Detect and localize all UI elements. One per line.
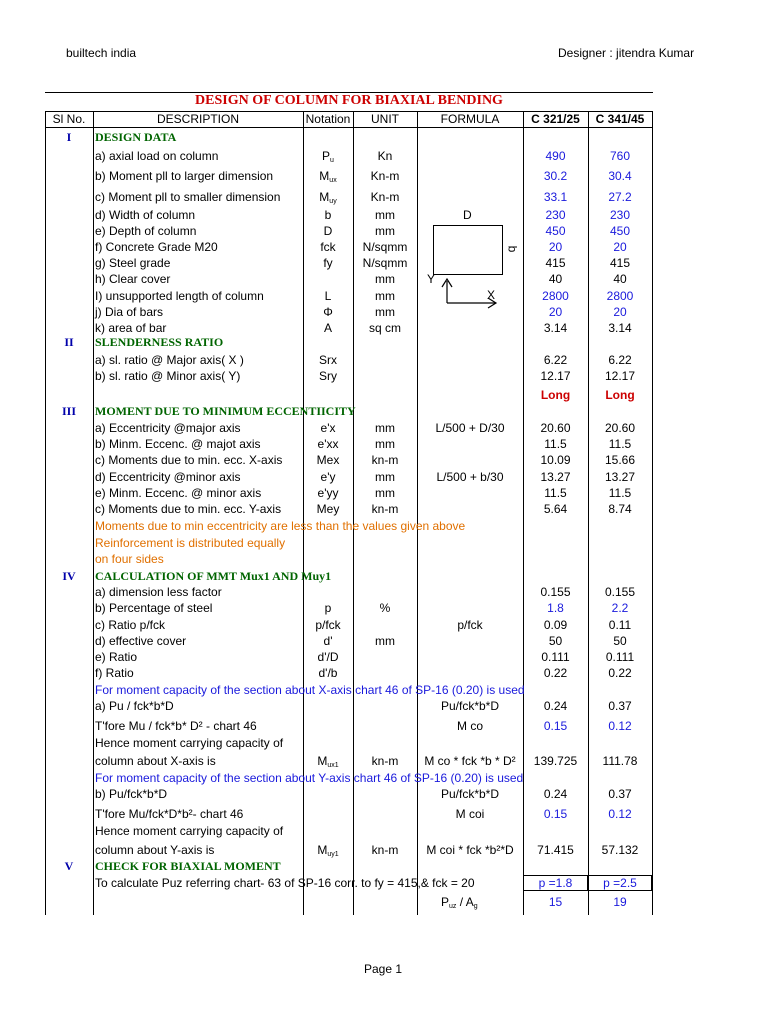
row-value-c2: 0.11 <box>608 618 632 632</box>
row-value-c1: 13.27 <box>540 470 571 484</box>
row-description: g) Steel grade <box>95 256 171 270</box>
row-value-c2: 11.5 <box>608 486 632 500</box>
col-formula: FORMULA <box>440 112 500 126</box>
row-value-c2: 8.74 <box>608 502 632 516</box>
row-value-c1: 6.22 <box>543 353 568 367</box>
row-description: a) axial load on column <box>95 149 219 163</box>
notation-symbol: A <box>323 321 332 335</box>
row-unit: N/sqmm <box>362 256 408 270</box>
notation-symbol: p/fck <box>315 618 341 632</box>
row-unit: sq cm <box>368 321 401 335</box>
row-value-c2: 11.5 <box>608 437 632 451</box>
notation-subscript: ux1 <box>327 762 339 769</box>
row-value-c1: 0.15 <box>543 719 568 733</box>
notation-symbol: M <box>317 754 328 768</box>
row-formula: L/500 + D/30 <box>435 421 505 435</box>
puz-ag-label: $P_{uz} / A_g$ <box>441 895 478 910</box>
row-notation <box>303 485 353 501</box>
row-value-c1: 20 <box>548 305 563 319</box>
section-title: SLENDERNESS RATIO <box>95 335 224 349</box>
row-value-c1: 139.725 <box>533 754 578 768</box>
row-notation <box>303 223 353 239</box>
row-value-c1: 11.5 <box>544 437 567 451</box>
row-unit: mm <box>375 289 395 303</box>
row-description: I) unsupported length of column <box>95 289 264 303</box>
row-value-c1: 0.24 <box>543 699 568 713</box>
row-value-c2: 30.4 <box>608 169 632 183</box>
border-c2 <box>652 111 653 915</box>
section-number: II <box>64 335 74 349</box>
row-formula: M coi <box>455 807 485 821</box>
p-value-c1: p =1.8 <box>523 875 588 891</box>
row-value-c1: 30.2 <box>543 169 568 183</box>
col-desc: DESCRIPTION <box>156 112 239 126</box>
row-description: b) sl. ratio @ Minor axis( Y) <box>95 369 241 383</box>
row-description: c) Moment pll to smaller dimension <box>95 190 281 204</box>
notation-symbol: Mex <box>316 453 340 467</box>
row-unit: kn-m <box>371 754 399 768</box>
notation-symbol: D <box>323 224 333 238</box>
row-description: b) Pu/fck*b*D <box>95 787 168 801</box>
notation-symbol: M <box>319 169 330 183</box>
designer-name: Designer : jitendra Kumar <box>558 46 695 60</box>
row-description: a) dimension less factor <box>95 585 222 599</box>
row-unit: mm <box>375 305 395 319</box>
notation-symbol: L <box>324 289 332 303</box>
row-value-c1: 0.24 <box>543 787 568 801</box>
row-description: column about Y-axis is <box>95 843 215 857</box>
notation-symbol: Φ <box>323 305 333 319</box>
col-sl: Sl No. <box>52 112 86 126</box>
notation-symbol: M <box>317 843 328 857</box>
row-notation <box>303 148 353 169</box>
row-notation <box>303 842 353 863</box>
section-title: MOMENT DUE TO MINIMUM ECCENTIICITY <box>95 404 356 418</box>
row-value-c1: 0.22 <box>543 666 568 680</box>
notation-symbol: Mey <box>316 502 340 516</box>
row-value-c2: 0.12 <box>608 719 632 733</box>
row-value-c2: 0.12 <box>608 807 632 821</box>
row-unit: mm <box>375 224 395 238</box>
row-description: k) area of bar <box>95 321 167 335</box>
row-notation <box>303 649 353 665</box>
row-value-c1: 40 <box>548 272 563 286</box>
notation-symbol: fy <box>323 256 333 270</box>
row-value-c2: 20 <box>613 240 627 254</box>
row-value-c2: 19 <box>613 895 627 909</box>
row-value-c2: 15.66 <box>604 453 636 467</box>
row-notation <box>303 420 353 436</box>
row-value-c1: 20.60 <box>540 421 571 435</box>
row-value-c2: Long <box>605 388 635 402</box>
row-value-c2: 230 <box>609 208 631 222</box>
notation-symbol: d' <box>323 634 333 648</box>
row-unit: Kn <box>377 149 393 163</box>
section-number: V <box>64 859 74 873</box>
row-notation <box>303 255 353 271</box>
row-description: Hence moment carrying capacity of <box>95 736 284 750</box>
col-c2: C 341/45 <box>595 112 645 126</box>
notation-subscript: uy1 <box>327 851 339 858</box>
row-notation <box>303 168 353 189</box>
header-border <box>45 127 653 128</box>
row-description: a) sl. ratio @ Major axis( X ) <box>95 353 244 367</box>
row-notation <box>303 207 353 223</box>
section-number: IV <box>62 569 76 583</box>
row-unit: N/sqmm <box>362 240 408 254</box>
row-unit: % <box>379 601 391 615</box>
row-value-c1: 10.09 <box>540 453 571 467</box>
diagram-b-label: b <box>505 245 520 253</box>
row-description: c) Moments due to min. ecc. X-axis <box>95 453 283 467</box>
p-value-c2: p =2.5 <box>588 875 652 891</box>
row-notation <box>303 501 353 517</box>
row-unit: mm <box>375 437 395 451</box>
row-notation <box>303 368 353 384</box>
row-value-c1: 415 <box>545 256 566 270</box>
border-sl <box>93 111 94 915</box>
notation-symbol: Srx <box>319 353 337 367</box>
row-unit: kn-m <box>371 502 399 516</box>
diagram-d-label: D <box>463 208 472 222</box>
notation-subscript: uy <box>329 198 337 205</box>
row-value-c2: 50 <box>613 634 627 648</box>
row-formula: M coi * fck *b²*D <box>426 843 514 857</box>
row-value-c1: 490 <box>545 149 566 163</box>
row-unit: kn-m <box>371 453 399 467</box>
row-value-c1: 0.09 <box>543 618 568 632</box>
row-value-c1: Long <box>540 388 571 402</box>
puz-ag-text: / A <box>459 895 474 909</box>
section-number: III <box>61 404 76 418</box>
row-value-c1: 3.14 <box>543 321 568 335</box>
row-formula: L/500 + b/30 <box>436 470 504 484</box>
row-description: d) Eccentricity @minor axis <box>95 470 241 484</box>
row-value-c1: 1.8 <box>547 601 564 615</box>
row-unit: Kn-m <box>370 190 400 204</box>
page-title: DESIGN OF COLUMN FOR BIAXIAL BENDING <box>195 93 503 108</box>
notation-symbol: e'yy <box>317 486 339 500</box>
notation-symbol: b <box>324 208 332 222</box>
row-description: b) Percentage of steel <box>95 601 213 615</box>
row-notation <box>303 469 353 485</box>
row-value-c1: 5.64 <box>543 502 568 516</box>
row-value-c1: 0.111 <box>541 650 570 664</box>
row-unit: kn-m <box>371 843 399 857</box>
row-notation <box>303 320 353 336</box>
row-description: b) Moment pll to larger dimension <box>95 169 274 183</box>
row-description: h) Clear cover <box>95 272 171 286</box>
row-value-c2: 0.111 <box>605 650 635 664</box>
notation-symbol: fck <box>320 240 336 254</box>
column-diagram <box>425 207 525 317</box>
row-value-c2: 2.2 <box>611 601 629 615</box>
row-value-c1: 12.17 <box>540 369 571 383</box>
row-value-c2: 40 <box>613 272 627 286</box>
row-notation <box>303 600 353 616</box>
design-sheet <box>45 92 653 915</box>
row-notation <box>303 633 353 649</box>
row-value-c2: 0.37 <box>608 699 632 713</box>
page-footer: Page 1 <box>364 962 403 976</box>
row-notation <box>303 617 353 633</box>
row-notation <box>303 452 353 468</box>
row-formula: Pu/fck*b*D <box>440 699 500 713</box>
notation-symbol: d'/D <box>317 650 339 664</box>
row-description: d) Width of column <box>95 208 196 222</box>
row-value-c2: 6.22 <box>608 353 632 367</box>
row-description: a) Eccentricity @major axis <box>95 421 241 435</box>
section-title: CALCULATION OF MMT Mux1 AND Muy1 <box>95 569 332 583</box>
axis-arrows <box>425 207 525 317</box>
note-four-sides: on four sides <box>95 552 164 566</box>
row-value-c2: 760 <box>609 149 631 163</box>
notation-symbol: Sry <box>319 369 337 383</box>
row-value-c2: 13.27 <box>604 470 636 484</box>
note-reinforcement: Reinforcement is distributed equally <box>95 536 286 550</box>
row-unit: mm <box>375 470 395 484</box>
row-value-c2: 0.37 <box>608 787 632 801</box>
row-description: T'fore Mu/fck*D*b²- chart 46 <box>95 807 244 821</box>
section-number: I <box>66 130 72 144</box>
row-description: c) Ratio p/fck <box>95 618 166 632</box>
row-formula: M co <box>456 719 483 733</box>
row-value-c1: 20 <box>548 240 563 254</box>
row-unit: Kn-m <box>370 169 400 183</box>
row-description: e) Minm. Eccenc. @ minor axis <box>95 486 262 500</box>
row-value-c2: 2800 <box>606 289 634 303</box>
row-unit: mm <box>375 421 395 435</box>
row-formula: M co * fck *b * D² <box>424 754 516 768</box>
row-description: e) Ratio <box>95 650 138 664</box>
row-description: column about X-axis is <box>95 754 216 768</box>
row-notation <box>303 239 353 255</box>
row-notation <box>303 352 353 368</box>
row-value-c1: 0.155 <box>540 585 571 599</box>
row-description: b) Minm. Eccenc. @ majot axis <box>95 437 261 451</box>
note-x-chart: For moment capacity of the section about X-axis chart 46 of SP-16 (0.20) is used <box>95 683 525 697</box>
row-value-c1: 33.1 <box>543 190 568 204</box>
notation-symbol: p <box>324 601 332 615</box>
border-left <box>45 111 46 915</box>
row-description: c) Moments due to min. ecc. Y-axis <box>95 502 282 516</box>
row-formula: p/fck <box>457 618 483 632</box>
row-description: e) Depth of column <box>95 224 197 238</box>
row-value-c2: 3.14 <box>608 321 632 335</box>
row-description: d) effective cover <box>95 634 187 648</box>
row-value-c2: 20.60 <box>604 421 636 435</box>
section-title: CHECK FOR BIAXIAL MOMENT <box>95 859 281 873</box>
note-min-ecc: Moments due to min eccentricity are less than the values given above <box>95 519 466 533</box>
row-description: f) Ratio <box>95 666 134 680</box>
row-value-c1: 71.415 <box>537 843 574 857</box>
row-value-c2: 57.132 <box>601 843 639 857</box>
row-description: a) Pu / fck*b*D <box>95 699 174 713</box>
col-c1: C 321/25 <box>531 112 580 126</box>
row-unit: mm <box>375 634 395 648</box>
row-notation <box>303 436 353 452</box>
section-title: DESIGN DATA <box>95 130 177 144</box>
row-value-c1: 0.15 <box>543 807 568 821</box>
row-value-c1: 230 <box>545 208 566 222</box>
notation-subscript: u <box>330 157 334 164</box>
row-value-c2: 27.2 <box>608 190 632 204</box>
notation-symbol: d'/b <box>318 666 338 680</box>
note-y-chart: For moment capacity of the section about Y-axis chart 46 of SP-16 (0.20) is used <box>95 771 524 785</box>
row-formula: Pu/fck*b*D <box>440 787 500 801</box>
company-name: builtech india <box>66 46 137 60</box>
row-notation <box>303 665 353 681</box>
row-value-c2: 415 <box>609 256 631 270</box>
notation-symbol: P <box>322 149 331 163</box>
row-value-c1: 50 <box>548 634 563 648</box>
row-value-c2: 12.17 <box>604 369 636 383</box>
note-puz: To calculate Puz referring chart- 63 of SP-16 corr. to fy = 415,& fck = 20 <box>95 876 475 890</box>
notation-symbol: M <box>319 190 330 204</box>
row-value-c2: 450 <box>609 224 631 238</box>
row-notation <box>303 304 353 320</box>
row-unit: mm <box>375 208 395 222</box>
row-value-c1: 2800 <box>542 289 569 303</box>
row-description: Hence moment carrying capacity of <box>95 824 284 838</box>
col-unit: UNIT <box>371 112 399 126</box>
row-unit: mm <box>375 272 395 286</box>
row-value-c1: 11.5 <box>544 486 567 500</box>
row-value-c2: 0.22 <box>608 666 632 680</box>
diagram-x-label: X <box>487 288 496 302</box>
notation-symbol: e'xx <box>317 437 339 451</box>
row-value-c1: 450 <box>545 224 566 238</box>
notation-symbol: e'y <box>320 470 336 484</box>
col-notation: Notation <box>305 112 351 126</box>
row-value-c2: 111.78 <box>602 754 638 768</box>
row-value-c2: 0.155 <box>604 585 636 599</box>
row-notation <box>303 288 353 304</box>
row-value-c1: 15 <box>548 895 563 909</box>
row-description: f) Concrete Grade M20 <box>95 240 218 254</box>
row-description: j) Dia of bars <box>95 305 164 319</box>
notation-symbol: e'x <box>320 421 336 435</box>
row-value-c2: 20 <box>613 305 627 319</box>
diagram-y-label: Y <box>427 272 436 286</box>
notation-subscript: ux <box>329 177 337 184</box>
row-description: T'fore Mu / fck*b* D² - chart 46 <box>95 719 257 733</box>
row-unit: mm <box>375 486 395 500</box>
